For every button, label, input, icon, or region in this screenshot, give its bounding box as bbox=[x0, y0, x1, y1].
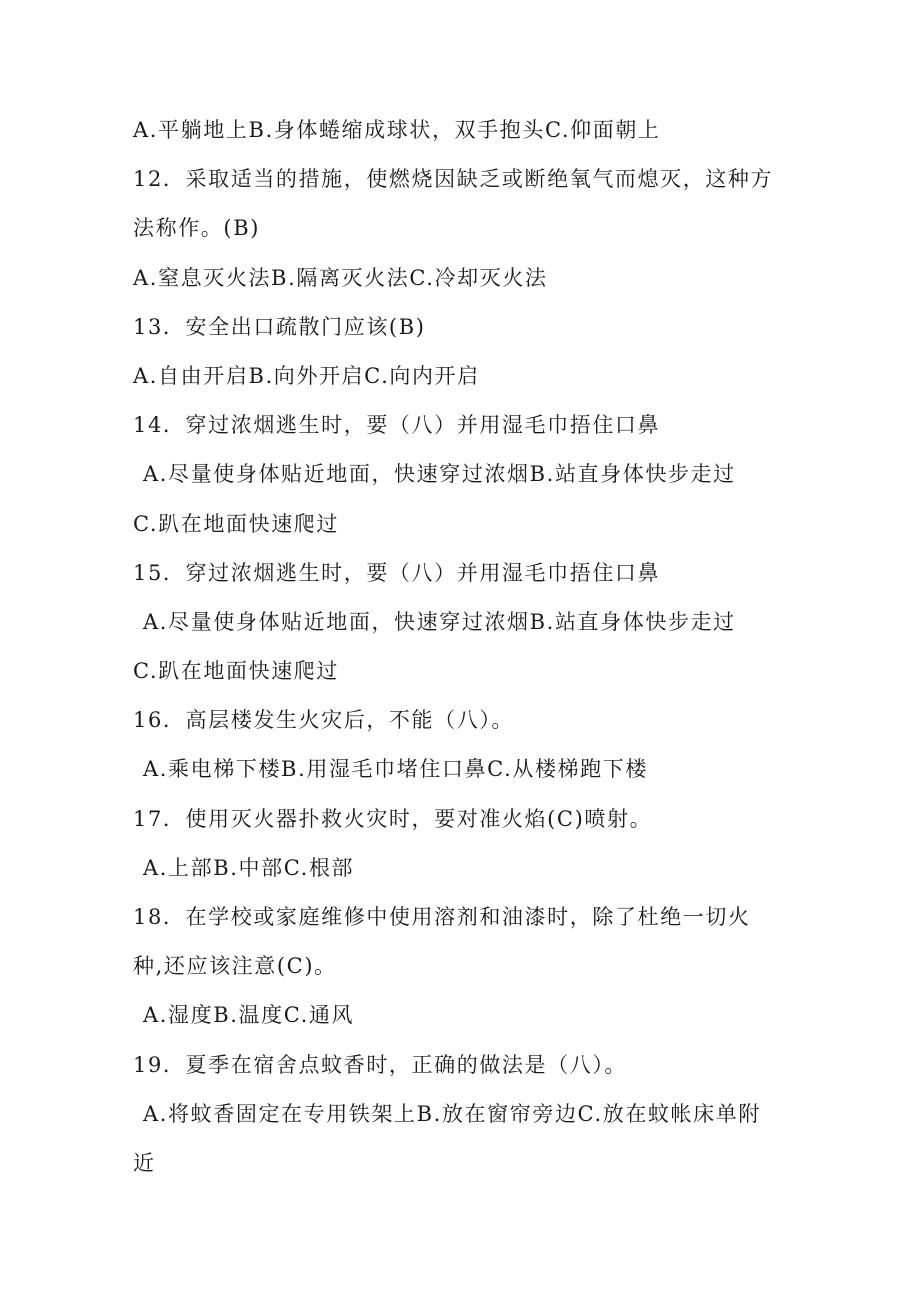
document-line: A.将蚊香固定在专用铁架上B.放在窗帘旁边C.放在蚊帐床单附 bbox=[143, 1101, 761, 1126]
document-line: 19．夏季在宿舍点蚊香时，正确的做法是（八）。 bbox=[133, 1052, 628, 1077]
document-line: 12．采取适当的措施，使燃烧因缺乏或断绝氧气而熄灭，这种方 bbox=[133, 167, 774, 192]
document-line: A.乘电梯下楼B.用湿毛巾堵住口鼻C.从楼梯跑下楼 bbox=[143, 757, 648, 782]
document-line: A.自由开启B.向外开启C.向内开启 bbox=[133, 363, 480, 388]
document-line: A.上部B.中部C.根部 bbox=[143, 855, 355, 880]
document-line: 16．高层楼发生火灾后，不能（八）。 bbox=[133, 708, 515, 733]
document-line: 14．穿过浓烟逃生时，要（八）并用湿毛巾捂住口鼻 bbox=[133, 413, 661, 438]
document-line: 17．使用灭火器扑救火灾时，要对准火焰(C)喷射。 bbox=[133, 806, 653, 831]
document-line: C.趴在地面快速爬过 bbox=[133, 511, 339, 536]
document-line: A.湿度B.温度C.通风 bbox=[143, 1003, 355, 1028]
document-line: C.趴在地面快速爬过 bbox=[133, 659, 339, 684]
document-body bbox=[133, 106, 813, 1188]
document-line: 18．在学校或家庭维修中使用溶剂和油漆时，除了杜绝一切火 bbox=[133, 905, 751, 929]
document-line: A.窒息灭火法B.隔离灭火法C.冷却灭火法 bbox=[133, 265, 548, 290]
document-line: 种,还应该注意(C)。 bbox=[133, 954, 337, 979]
document-line: A.平躺地上B.身体蜷缩成球状，双手抱头C.仰面朝上 bbox=[133, 118, 661, 142]
document-line: 13．安全出口疏散门应该(B) bbox=[133, 314, 426, 339]
document-line: A.尽量使身体贴近地面，快速穿过浓烟B.站直身体快步走过 bbox=[143, 609, 736, 634]
document-line: A.尽量使身体贴近地面，快速穿过浓烟B.站直身体快步走过 bbox=[143, 462, 736, 487]
document-line: 近 bbox=[133, 1150, 156, 1175]
document-line: 法称作。(B) bbox=[133, 216, 261, 241]
document-line: 15．穿过浓烟逃生时，要（八）并用湿毛巾捂住口鼻 bbox=[133, 560, 661, 585]
